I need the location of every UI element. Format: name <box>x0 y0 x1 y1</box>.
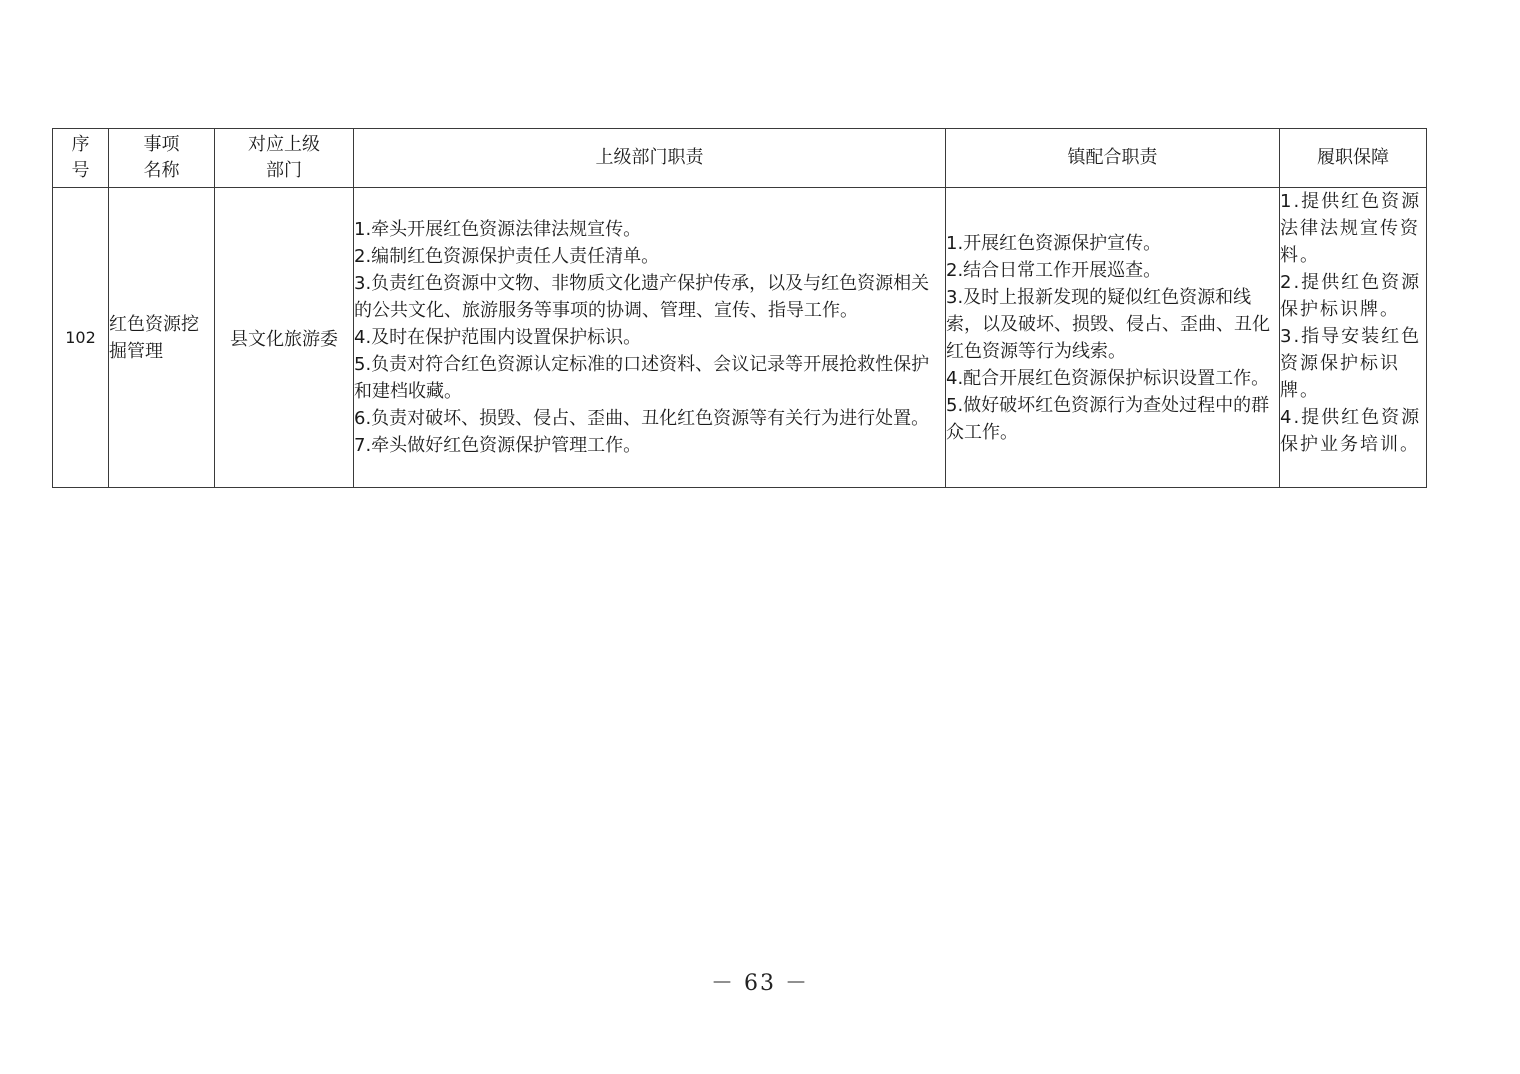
town-duty-item: 4.配合开展红色资源保护标识设置工作。 <box>946 367 1270 389</box>
header-item-name <box>109 129 215 188</box>
town-duty-item: 1.开展红色资源保护宣传。 <box>946 232 1162 254</box>
header-town-duties: 镇配合职责 <box>946 129 1280 188</box>
row-number: 102 <box>53 188 109 488</box>
table-header-row <box>53 129 1427 188</box>
support-item: 2.提供红色资源保护标识牌。 <box>1280 272 1422 320</box>
header-number <box>53 129 109 188</box>
row-town-duties <box>946 188 1280 488</box>
header-department-label: 对应上级部门 <box>248 134 320 181</box>
row-item-name: 红色资源挖掘管理 <box>109 188 215 488</box>
row-support <box>1280 188 1427 488</box>
town-duty-item: 5.做好破坏红色资源行为查处过程中的群众工作。 <box>946 394 1270 443</box>
town-duty-item: 2.结合日常工作开展巡查。 <box>946 259 1162 281</box>
superior-duty-item: 2.编制红色资源保护责任人责任清单。 <box>354 246 660 267</box>
support-item: 4.提供红色资源保护业务培训。 <box>1280 407 1422 455</box>
page-number: － 63 － <box>711 971 809 996</box>
duty-table <box>52 128 1427 488</box>
header-support: 履职保障 <box>1280 129 1427 188</box>
header-item-name-label: 事项名称 <box>143 134 180 181</box>
superior-duty-item: 3.负责红色资源中文物、非物质文化遗产保护传承，以及与红色资源相关的公共文化、旅游服务等事项的协调、管理、宣传、指导工作。 <box>354 273 930 321</box>
row-department: 县文化旅游委 <box>215 188 354 488</box>
header-number-label: 序号 <box>71 134 90 181</box>
row-superior-duties <box>354 188 946 488</box>
support-item: 3.指导安装红色资源保护标识牌。 <box>1280 326 1422 401</box>
support-item: 1.提供红色资源法律法规宣传资料。 <box>1280 191 1422 266</box>
superior-duty-item: 7.牵头做好红色资源保护管理工作。 <box>354 435 642 456</box>
header-department <box>215 129 354 188</box>
superior-duty-item: 1.牵头开展红色资源法律法规宣传。 <box>354 219 642 240</box>
superior-duty-item: 6.负责对破坏、损毁、侵占、歪曲、丑化红色资源等有关行为进行处置。 <box>354 408 930 429</box>
superior-duty-item: 4.及时在保护范围内设置保护标识。 <box>354 327 642 348</box>
town-duty-item: 3.及时上报新发现的疑似红色资源和线索，以及破坏、损毁、侵占、歪曲、丑化红色资源等行为线索。 <box>946 286 1270 362</box>
superior-duty-item: 5.负责对符合红色资源认定标准的口述资料、会议记录等开展抢救性保护和建档收藏。 <box>354 354 930 402</box>
header-superior-duties: 上级部门职责 <box>354 129 946 188</box>
table-row <box>53 188 1427 488</box>
